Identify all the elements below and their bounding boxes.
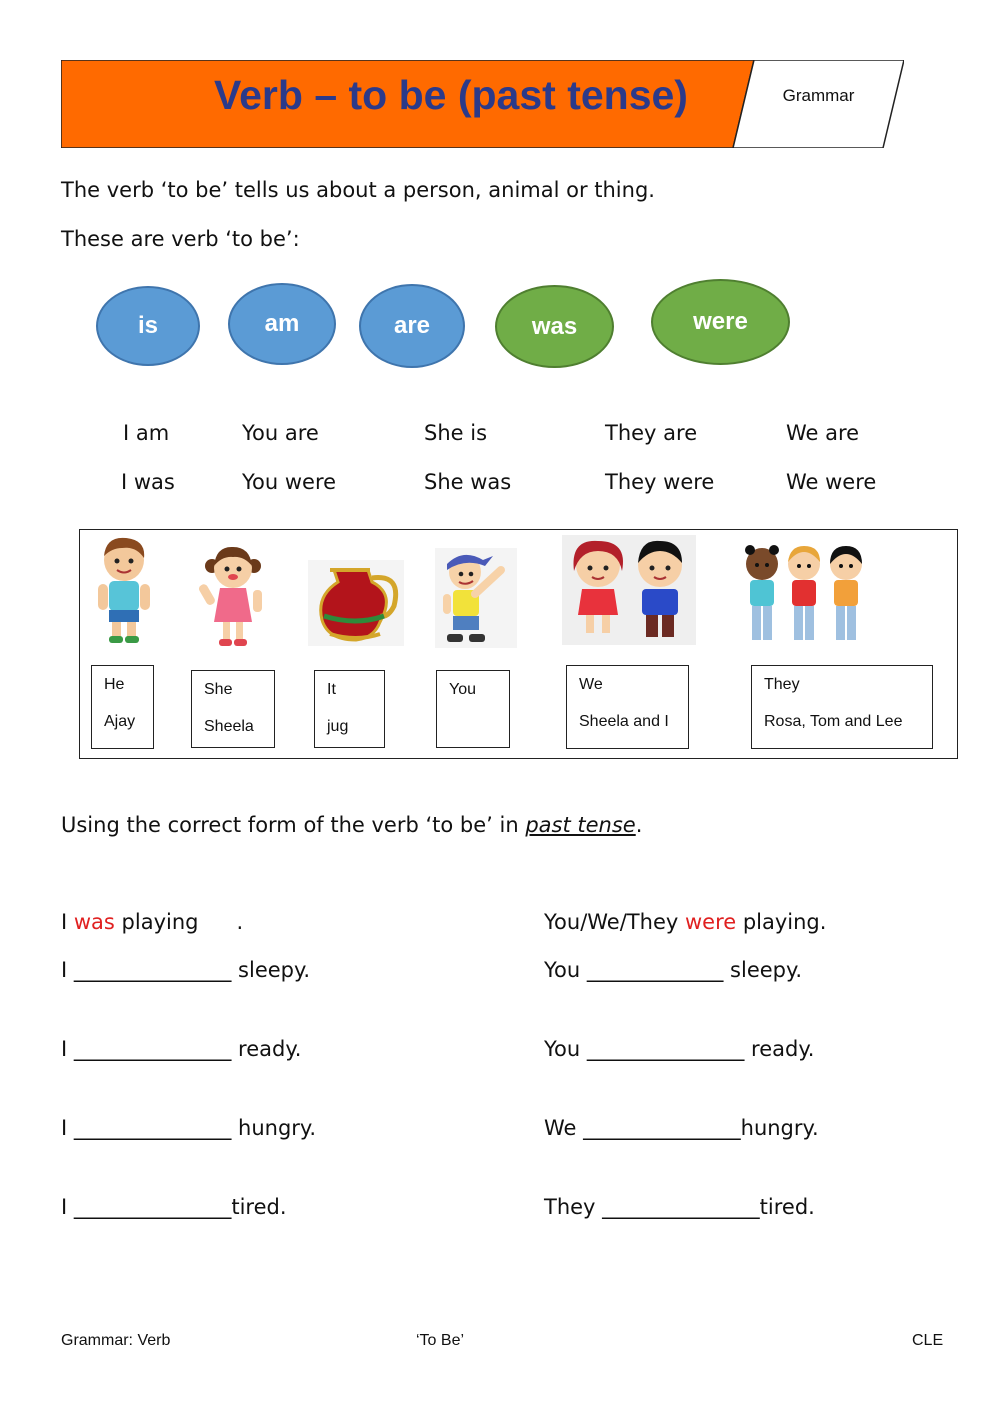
intro-line-2: These are verb ‘to be’: (61, 227, 300, 251)
two-children-icon (562, 535, 696, 645)
three-children-icon (738, 542, 870, 648)
example-left (61, 910, 243, 934)
conjugation-past-5: We were (786, 470, 877, 494)
name-label: Rosa, Tom and Lee (764, 713, 903, 730)
intro-line-1: The verb ‘to be’ tells us about a person, animal or thing. (61, 178, 655, 202)
verb-oval-am: am (228, 283, 336, 365)
label-box-they (751, 665, 933, 749)
exercise-right-2[interactable]: You _______________ ready. (544, 1037, 815, 1061)
exercise-right-1[interactable]: You _____________ sleepy. (544, 958, 803, 982)
pronoun-label: She (204, 681, 233, 698)
label-box-she (191, 670, 275, 748)
jug-icon (308, 560, 404, 646)
instruction-text: Using the correct form of the verb ‘to be’ in (61, 813, 526, 837)
label-box-we (566, 665, 689, 749)
conjugation-present-5: We are (786, 421, 860, 445)
verb-oval-are: are (359, 284, 465, 368)
category-tag: Grammar (782, 86, 855, 105)
example-subject: I (61, 910, 74, 934)
header-banner (61, 60, 904, 148)
footer-left: Grammar: Verb (61, 1332, 171, 1349)
verb-oval-was: was (495, 285, 614, 368)
exercise-right-4[interactable]: They _______________tired. (544, 1195, 815, 1219)
pointing-boy-icon (435, 548, 517, 648)
exercise-left-2[interactable]: I _______________ ready. (61, 1037, 302, 1061)
label-box-it (314, 670, 385, 748)
conjugation-past-4: They were (605, 470, 715, 494)
example-rest: playing. (736, 910, 827, 934)
label-box-he (91, 665, 154, 749)
example-verb: was (73, 910, 115, 934)
name-label: Ajay (104, 713, 136, 730)
verb-oval-is: is (96, 286, 200, 366)
instruction-end: . (635, 813, 643, 837)
boy-icon (92, 536, 156, 648)
conjugation-present-4: They are (605, 421, 698, 445)
exercise-left-3[interactable]: I _______________ hungry. (61, 1116, 317, 1140)
example-verb: were (684, 910, 737, 934)
verb-oval-were: were (651, 279, 790, 365)
exercise-left-1[interactable]: I _______________ sleepy. (61, 958, 311, 982)
name-label: Sheela and I (579, 713, 669, 730)
name-label: Sheela (204, 718, 254, 735)
footer-right: CLE (912, 1332, 944, 1349)
conjugation-past-1: I was (121, 470, 175, 494)
example-dot: . (236, 910, 244, 934)
conjugation-past-3: She was (424, 470, 512, 494)
pronoun-label: You (449, 681, 476, 698)
pronoun-label: It (327, 681, 336, 698)
exercise-right-3[interactable]: We _______________hungry. (544, 1116, 819, 1140)
instruction-emphasis: past tense (525, 813, 636, 837)
example-right (544, 910, 826, 934)
pronoun-picture-box (79, 529, 958, 759)
conjugation-past-2: You were (242, 470, 337, 494)
conjugation-present-2: You are (242, 421, 319, 445)
pronoun-label: We (579, 676, 603, 693)
girl-icon (198, 544, 268, 650)
conjugation-present-3: She is (424, 421, 488, 445)
exercise-left-4[interactable]: I _______________tired. (61, 1195, 287, 1219)
example-subject: You/We/They (544, 910, 685, 934)
label-box-you (436, 670, 510, 748)
instruction (61, 813, 642, 837)
footer-center: ‘To Be’ (416, 1332, 465, 1349)
name-label: jug (327, 718, 349, 735)
pronoun-label: He (104, 676, 125, 693)
page-title: Verb – to be (past tense) (214, 72, 688, 118)
pronoun-label: They (764, 676, 800, 693)
example-rest: playing (114, 910, 199, 934)
conjugation-present-1: I am (123, 421, 170, 445)
